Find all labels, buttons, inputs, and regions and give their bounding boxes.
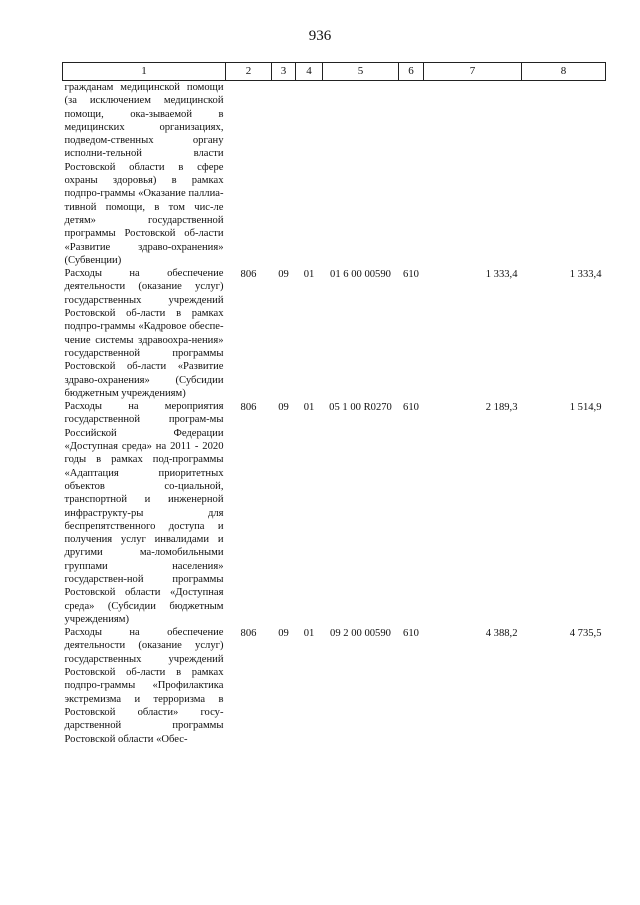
cell-section: 09	[278, 402, 289, 414]
column-header: 4	[296, 63, 323, 81]
cell-expense-type: 610	[403, 269, 419, 281]
cell-expense-type: 610	[403, 402, 419, 414]
cell-amount-1	[424, 81, 522, 268]
column-header: 2	[226, 63, 272, 81]
column-header: 3	[272, 63, 296, 81]
cell-ministry-code: 806	[240, 269, 257, 281]
column-header: 8	[522, 63, 606, 81]
cell-ministry-code	[226, 81, 272, 268]
cell-amount-2	[522, 81, 606, 268]
cell-section: 09	[278, 269, 289, 281]
row-description: гражданам медицинской помощи (за исключением медицинской помощи, ока-зываемой в медицинских организациях, подведом-ственных органу исполни-тельной власти Ростовской области в сфере охраны здоровья) в рамках подпро-граммы «Оказание паллиа-тивной помощи, в том чис-ле детям» государственной программы Ростовской об-ласти «Развитие здраво-охранения» (Субвенции)	[64, 82, 224, 266]
table-row	[63, 81, 606, 268]
cell-expense-type	[399, 81, 424, 268]
row-description: Расходы на обеспечение деятельности (оказание услуг) государственных учреждений Ростовской об-ласти в рамках подпро-граммы «Кадровое обеспе-чение системы здравоохра-нения» государственной программы Ростовской об-ласти «Развитие здраво-охранения» (Субсидии бюджетным учреждениям)	[64, 268, 224, 399]
page-number: 936	[308, 28, 332, 44]
table-row	[63, 267, 606, 400]
table-row	[63, 400, 606, 626]
cell-amount-1: 4 388,2	[485, 628, 518, 640]
column-header: 6	[399, 63, 424, 81]
cell-target-item	[323, 81, 399, 268]
table-header-row	[63, 63, 606, 81]
cell-expense-type: 610	[403, 628, 419, 640]
column-header: 5	[323, 63, 399, 81]
cell-subsection: 01	[303, 402, 315, 414]
row-description: Расходы на обеспечение деятельности (оказание услуг) государственных учреждений Ростовской об-ласти в рамках подпро-граммы «Профилактика экстремизма и терроризма в Ростовской области» госу-дарственной программы Ростовской области «Обес-	[64, 627, 224, 745]
cell-ministry-code: 806	[240, 402, 257, 414]
cell-subsection	[296, 81, 323, 268]
cell-target-item: 05 1 00 R0270	[329, 402, 392, 414]
cell-amount-2: 4 735,5	[569, 628, 602, 640]
cell-amount-1: 2 189,3	[485, 402, 518, 414]
cell-section	[272, 81, 296, 268]
cell-ministry-code: 806	[240, 628, 257, 640]
cell-amount-1: 1 333,4	[485, 269, 518, 281]
column-header: 1	[63, 63, 226, 81]
budget-table	[62, 62, 606, 746]
cell-target-item: 01 6 00 00590	[330, 269, 391, 281]
column-header: 7	[424, 63, 522, 81]
table-row	[63, 626, 606, 746]
cell-amount-2: 1 514,9	[569, 402, 602, 414]
cell-section: 09	[278, 628, 289, 640]
cell-target-item: 09 2 00 00590	[330, 628, 391, 640]
cell-subsection: 01	[303, 628, 315, 640]
row-description: Расходы на мероприятия государственной програм-мы Российской Федерации «Доступная среда» на 2011 - 2020 годы в рамках под-программы «Адаптация приоритетных объектов со-циальной, транспортной и инженерной инфраструкту-ры для беспрепятственного доступа и получения услуг инвалидами и другими ма-ломобильными группами населения» государствен-ной программы Ростовской области «Доступная среда» (Субсидии бюджетным учреждениям)	[64, 401, 224, 625]
cell-amount-2: 1 333,4	[569, 269, 602, 281]
cell-subsection: 01	[303, 269, 315, 281]
